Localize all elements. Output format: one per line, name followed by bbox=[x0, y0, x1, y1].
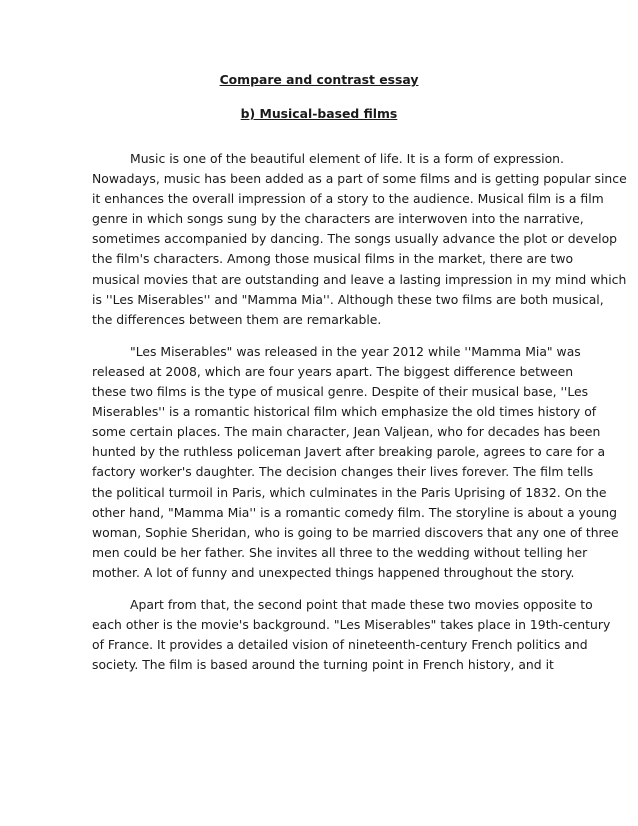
paragraph-line: musical movies that are outstanding and leave a lasting impression in my mind which bbox=[92, 271, 627, 287]
paragraph-line: hunted by the ruthless policeman Javert after breaking parole, agrees to care for a bbox=[92, 444, 606, 460]
paragraph-line: factory worker's daughter. The decision changes their lives forever. The film tells bbox=[92, 464, 594, 480]
paragraph-line: each other is the movie's background. "Les Miserables" takes place in 19th-century bbox=[92, 617, 611, 633]
paragraph-line: Nowadays, music has been added as a part of some films and is getting popular since bbox=[92, 171, 627, 187]
paragraph-line: some certain places. The main character, Jean Valjean, who for decades has been bbox=[92, 424, 601, 440]
paragraph-line: society. The film is based around the turning point in French history, and it bbox=[92, 657, 554, 673]
paragraph-line: "Les Miserables" was released in the year 2012 while ''Mamma Mia" was bbox=[130, 343, 581, 359]
paragraph-line: men could be her father. She invites all three to the wedding without telling her bbox=[92, 544, 588, 560]
paragraph-line: other hand, "Mamma Mia'' is a romantic comedy film. The storyline is about a young bbox=[92, 504, 618, 520]
paragraph-line: genre in which songs sung by the characters are interwoven into the narrative, bbox=[92, 211, 584, 227]
paragraph-line: Music is one of the beautiful element of life. It is a form of expression. bbox=[130, 151, 564, 166]
paragraph-1 bbox=[92, 150, 627, 331]
paragraph-line: Miserables'' is a romantic historical film which emphasize the old times history of bbox=[92, 404, 597, 420]
paragraph-2 bbox=[92, 343, 619, 584]
paragraph-line: released at 2008, which are four years apart. The biggest difference between bbox=[92, 363, 574, 379]
paragraph-line: the differences between them are remarkable. bbox=[92, 311, 382, 327]
paragraph-line: these two films is the type of musical genre. Despite of their musical base, ''Les bbox=[92, 384, 589, 400]
paragraph-line: woman, Sophie Sheridan, who is going to be married discovers that any one of three bbox=[92, 524, 619, 540]
paragraph-line: of France. It provides a detailed vision of nineteenth-century French politics and bbox=[92, 637, 588, 653]
paragraph-line: is ''Les Miserables'' and "Mamma Mia''. Although these two films are both musical, bbox=[92, 291, 604, 307]
paragraph-line: mother. A lot of funny and unexpected things happened throughout the story. bbox=[92, 564, 575, 580]
essay-subtitle: b) Musical-based films bbox=[240, 106, 398, 121]
paragraph-line: the film's characters. Among those musical films in the market, there are two bbox=[92, 251, 574, 267]
essay-title: Compare and contrast essay bbox=[219, 72, 419, 87]
paragraph-line: Apart from that, the second point that made these two movies opposite to bbox=[130, 597, 593, 613]
paragraph-3 bbox=[92, 596, 611, 676]
paragraph-line: sometimes accompanied by dancing. The songs usually advance the plot or develop bbox=[92, 231, 618, 247]
paragraph-line: it enhances the overall impression of a story to the audience. Musical film is a film bbox=[92, 191, 604, 207]
paragraph-line: the political turmoil in Paris, which culminates in the Paris Uprising of 1832. On the bbox=[92, 484, 607, 500]
